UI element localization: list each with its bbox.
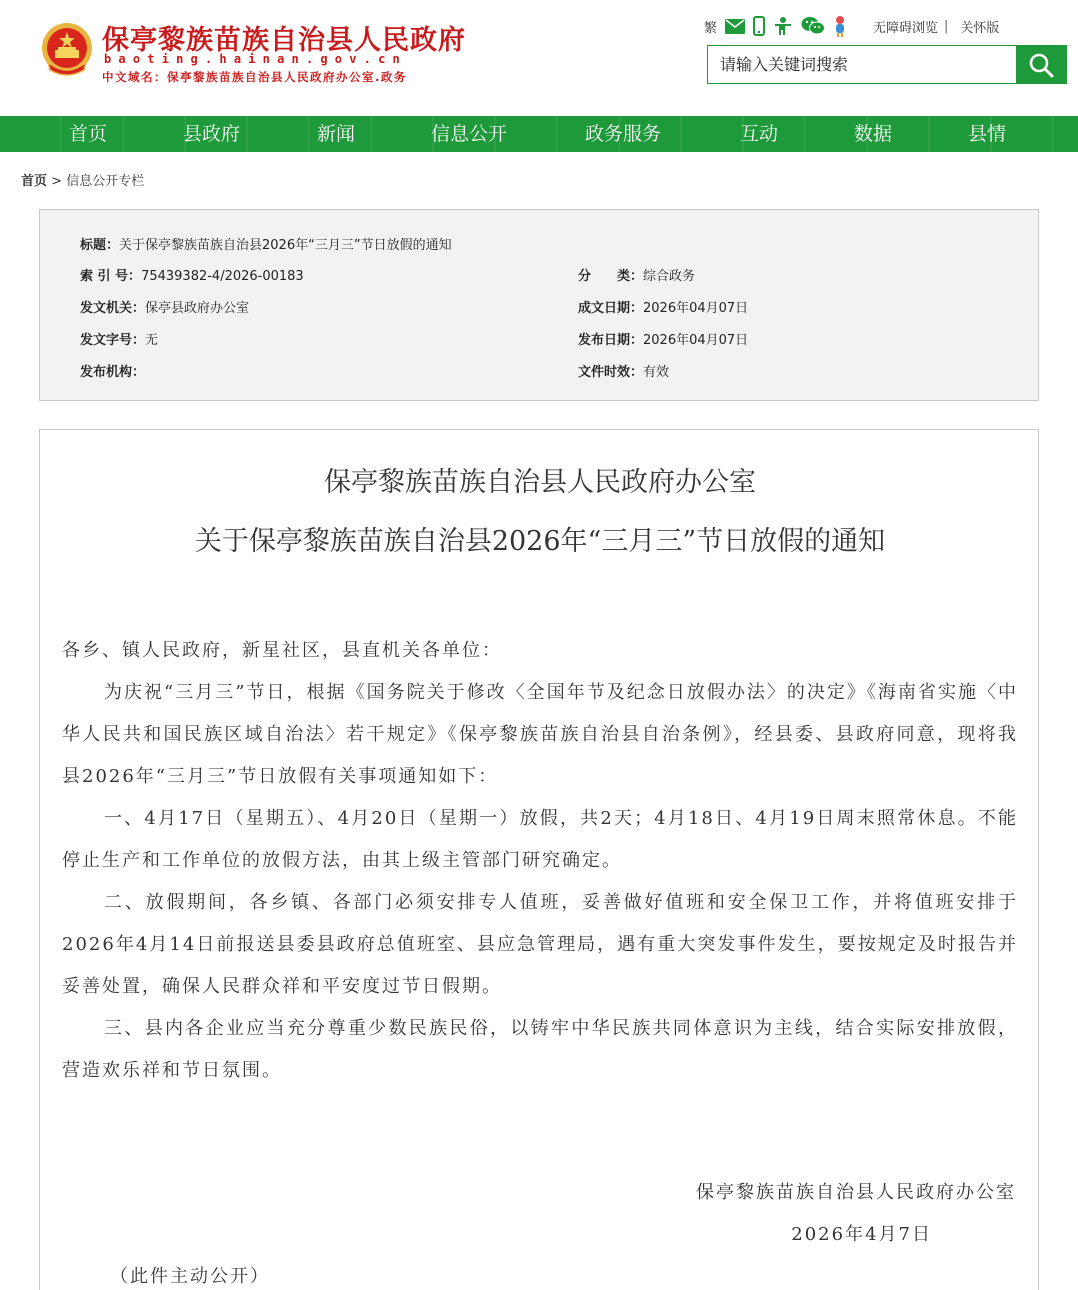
toolbar-separator: | [944, 18, 949, 34]
meta-issuer-row [80, 297, 249, 316]
national-emblem-icon [40, 22, 94, 78]
article-paragraph: 一、4月17日（星期五）、4月20日（星期一）放假，共2天；4月18日、4月19日周末照常休息。不能停止生产和工作单位的放假方法，由其上级主管部门研究确定。 [62, 808, 1018, 871]
mascot-icon[interactable] [833, 15, 847, 37]
wechat-icon[interactable] [801, 16, 825, 36]
meta-title-value: 关于保亭黎族苗族自治县2026年“三月三”节日放假的通知 [119, 238, 452, 253]
site-domain: baoting.hainan.gov.cn [104, 52, 407, 66]
meta-category-row [578, 265, 695, 284]
meta-validity-label: 文件时效： [578, 365, 644, 380]
nav-item-news[interactable]: 新闻 [317, 123, 356, 145]
meta-org-label: 发布机构： [80, 365, 146, 380]
meta-issuer-label: 发文机关： [80, 301, 146, 316]
search-button[interactable] [1016, 46, 1066, 83]
meta-issuer-value: 保亭县政府办公室 [145, 301, 250, 316]
nav-item-county-government[interactable]: 县政府 [183, 123, 241, 145]
nav-item-home[interactable]: 首页 [69, 123, 108, 145]
breadcrumb [21, 170, 144, 189]
meta-org-row [80, 361, 145, 380]
mobile-icon[interactable] [753, 16, 765, 36]
article-date: 2026年4月7日 [791, 1224, 932, 1245]
meta-docno-label: 发文字号： [80, 333, 146, 348]
breadcrumb-current-link[interactable]: 信息公开专栏 [66, 174, 145, 189]
article-paragraph: 二、放假期间，各乡镇、各部门必须安排专人值班，妥善做好值班和安全保卫工作，并将值班安排于2026年4月14日前报送县委县政府总值班室、县应急管理局，遇有重大突发事件发生，要按规定及时报告并妥善处置，确保人民群众祥和平安度过节日假期。 [62, 892, 1018, 997]
meta-docno-value: 无 [145, 333, 159, 348]
traditional-chinese-link[interactable]: 繁 [704, 20, 718, 36]
document-metadata-panel [39, 209, 1039, 401]
site-chinese-domain: 中文域名：保亭黎族苗族自治县人民政府办公室.政务 [102, 70, 407, 84]
site-title[interactable]: 保亭黎族苗族自治县人民政府 [102, 25, 466, 56]
breadcrumb-home-link[interactable]: 首页 [21, 174, 48, 189]
meta-index-value: 75439382-4/2026-00183 [141, 269, 304, 284]
search-input[interactable] [708, 46, 1016, 83]
meta-category-value: 综合政务 [643, 269, 696, 284]
search-icon [1028, 52, 1054, 78]
article-public-note: （此件主动公开） [110, 1266, 270, 1287]
meta-index-row [80, 265, 304, 284]
meta-category-label: 分 类： [578, 269, 644, 284]
meta-published-label: 发布日期： [578, 333, 644, 348]
meta-created-label: 成文日期： [578, 301, 644, 316]
search-box [707, 45, 1067, 84]
meta-created-value: 2026年04月07日 [643, 301, 749, 316]
article-title-line2: 关于保亭黎族苗族自治县2026年“三月三”节日放假的通知 [194, 526, 886, 557]
site-header [0, 0, 1078, 116]
elder-care-version-link[interactable]: 关怀版 [960, 20, 1000, 36]
top-toolbar [704, 14, 1003, 38]
meta-index-label: 索 引 号： [80, 269, 142, 284]
accessible-browse-link[interactable]: 无障碍浏览 [873, 20, 939, 36]
article-paragraph: 三、县内各企业应当充分尊重少数民族民俗，以铸牢中华民族共同体意识为主线，结合实际安排放假，营造欢乐祥和节日氛围。 [62, 1018, 1018, 1081]
article-paragraph: 为庆祝“三月三”节日，根据《国务院关于修改〈全国年节及纪念日放假办法〉的决定》《海南省实施〈中华人民共和国民族区域自治法〉若干规定》《保亭黎族苗族自治县自治条例》，经县委、县政府同意，现将我县2026年“三月三”节日放假有关事项通知如下： [62, 682, 1018, 787]
meta-docno-row [80, 329, 158, 348]
meta-title-label: 标题： [80, 238, 120, 253]
nav-item-interaction[interactable]: 互动 [740, 123, 779, 145]
meta-published-row [578, 329, 748, 348]
main-nav [0, 116, 1078, 152]
meta-validity-row [578, 361, 669, 380]
nav-item-county-profile[interactable]: 县情 [968, 123, 1007, 145]
breadcrumb-separator: > [51, 174, 63, 189]
meta-title-row [80, 234, 452, 253]
meta-published-value: 2026年04月07日 [643, 333, 749, 348]
nav-item-data[interactable]: 数据 [854, 123, 893, 145]
accessibility-icon[interactable] [773, 16, 793, 36]
nav-item-government-services[interactable]: 政务服务 [585, 123, 662, 145]
article-salutation: 各乡、镇人民政府，新星社区，县直机关各单位： [62, 640, 502, 661]
nav-item-info-disclosure[interactable]: 信息公开 [431, 123, 508, 145]
article-signature: 保亭黎族苗族自治县人民政府办公室 [696, 1182, 1016, 1203]
article-content [39, 429, 1039, 1290]
mail-icon[interactable] [725, 19, 745, 34]
meta-validity-value: 有效 [643, 365, 670, 380]
article-title-line1: 保亭黎族苗族自治县人民政府办公室 [324, 467, 756, 498]
article-body [62, 630, 1018, 1092]
meta-created-row [578, 297, 748, 316]
